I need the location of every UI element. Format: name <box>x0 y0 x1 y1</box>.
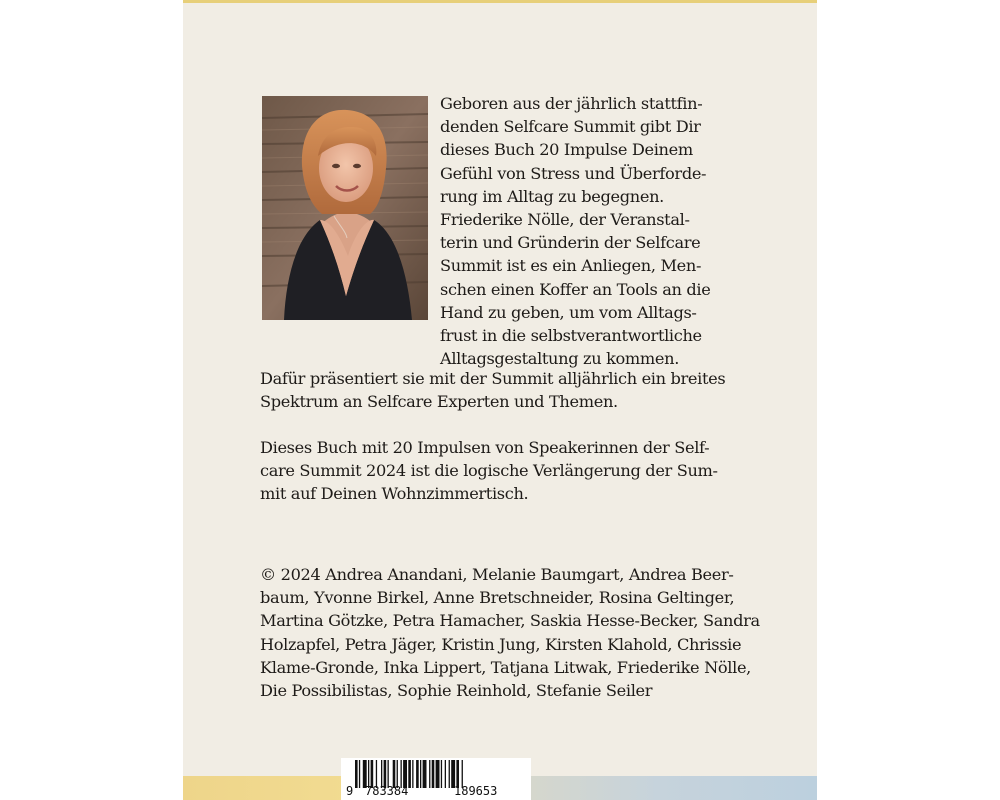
bio-text-full-width <box>260 367 730 413</box>
bio-line: Geboren aus der jährlich stattfin- <box>440 94 703 113</box>
copyright-line: © 2024 Andrea Anandani, Melanie Baumgart, Andrea Beer- <box>260 565 734 584</box>
barcode-bar <box>423 760 427 788</box>
copyright-line: Die Possibilistas, Sophie Reinhold, Stefanie Seiler <box>260 681 653 701</box>
book-back-cover <box>183 0 817 800</box>
barcode-left-group: 783384 <box>365 784 409 798</box>
barcode-bar <box>355 760 358 788</box>
isbn-barcode <box>341 758 531 800</box>
barcode-bar <box>449 760 450 788</box>
barcode-bar <box>441 760 442 788</box>
copyright-line: Martina Götzke, Petra Hamacher, Saskia Hesse-Becker, Sandra <box>260 611 760 631</box>
bio-line: frust in die selbstverantwortliche <box>440 326 702 346</box>
description-line: mit auf Deinen Wohnzimmertisch. <box>260 484 529 504</box>
barcode-bar <box>432 760 435 788</box>
barcode-bar <box>359 760 360 788</box>
description-line: care Summit 2024 ist die logische Verlängerung der Sum- <box>260 461 718 481</box>
top-accent-band <box>183 0 817 3</box>
bio-line: Dafür präsentiert sie mit der Summit alljährlich ein breites <box>260 369 726 388</box>
bio-line: rung im Alltag zu begegnen. <box>440 186 664 206</box>
bio-line: Summit ist es ein Anliegen, Men- <box>440 256 702 276</box>
barcode-bar <box>429 760 430 788</box>
bio-line: Alltagsgestaltung zu kommen. <box>440 349 680 369</box>
barcode-right-group: 189653 <box>454 784 498 798</box>
barcode-bar <box>420 760 421 788</box>
bio-text-beside-photo <box>440 92 730 370</box>
bio-line: dieses Buch 20 Impulse Deinem <box>440 140 693 160</box>
bio-line: Spektrum an Selfcare Experten und Themen. <box>260 392 618 412</box>
book-description-paragraph <box>260 436 730 506</box>
bio-line: Gefühl von Stress und Überforde- <box>440 163 707 183</box>
description-line: Dieses Buch mit 20 Impulsen von Speakerinnen der Self- <box>260 438 710 457</box>
bio-line: terin und Gründerin der Selfcare <box>440 233 701 253</box>
copyright-notice <box>260 563 760 702</box>
barcode-bar <box>445 760 446 788</box>
barcode-first-digit: 9 <box>346 784 354 798</box>
author-photo <box>262 96 428 320</box>
barcode-bar <box>412 760 413 788</box>
bio-line: denden Selfcare Summit gibt Dir <box>440 117 701 137</box>
bio-line: Friederike Nölle, der Veranstal- <box>440 210 690 230</box>
copyright-line: Holzapfel, Petra Jäger, Kristin Jung, Kirsten Klahold, Chrissie <box>260 634 742 654</box>
barcode-bar <box>416 760 419 788</box>
bio-line: Hand zu geben, um vom Alltags- <box>440 302 697 322</box>
bio-line: schen einen Koffer an Tools an die <box>440 279 711 299</box>
barcode-bar <box>408 760 411 788</box>
barcode-bar <box>436 760 440 788</box>
copyright-line: baum, Yvonne Birkel, Anne Bretschneider, Rosina Geltinger, <box>260 588 735 608</box>
copyright-line: Klame-Gronde, Inka Lippert, Tatjana Litwak, Friederike Nölle, <box>260 657 751 677</box>
